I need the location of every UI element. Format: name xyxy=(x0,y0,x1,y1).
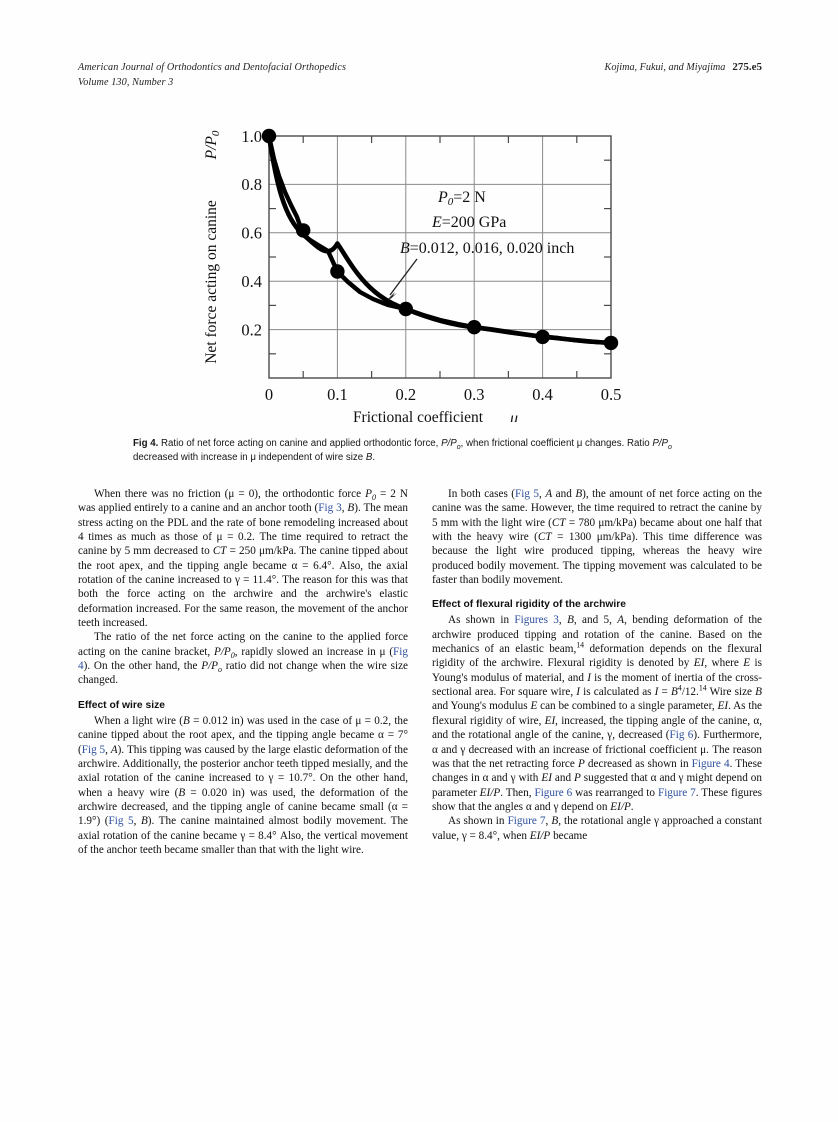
ref-figure7-b[interactable]: Figure 7 xyxy=(507,815,546,828)
right-column xyxy=(432,487,762,857)
right-col-para-2: As shown in Figures 3, B, and 5, A, bending deformation of the archwire produced tipping and rotation of the canine. Based on the mechanics of an elastic beam,$^{14}$ deformation depends on the flexural rigidity of the archwire. Flexural rigidity is denoted by EI, where E is Young's modulus of material, and I is the moment of inertia of the cross-sectional area. For square wire, I is calculated as $I = B^4/12.14$ Wire size B and Young's modulus E can be combined to a single parameter, EI. As the flexural rigidity of wire, EI, increased, the tipping angle of the canine, α, and the rotational angle of the canine, γ, decreased (Fig 6). Furthermore, α and γ decreased with an increase of frictional coefficient μ. The reason was that the net retracting force P decreased as shown in Figure 4. These changes in α and γ with EI and P suggested that α and γ might depend on parameter EI/P. Then, Figure 6 was rearranged to Figure 7. These figures show that the angles α and γ depend on EI/P. xyxy=(432,614,763,813)
chart-y-tick-labels xyxy=(241,127,262,340)
ytick-0.8: 0.8 xyxy=(241,175,262,194)
data-point-1 xyxy=(296,223,310,237)
chart-minor-ticks xyxy=(269,136,611,378)
ref-figure4[interactable]: Figure 4 xyxy=(691,757,730,770)
xtick-0: 0 xyxy=(264,385,274,404)
chart-y-axis-label-symbol: P/P0 xyxy=(203,130,222,160)
running-head-authors-page xyxy=(605,60,762,75)
chart-x-axis-label-symbol: μ xyxy=(509,410,519,422)
figure-4-label: Fig 4. xyxy=(133,438,159,449)
xtick-0.5: 0.5 xyxy=(600,385,622,404)
chart-frame xyxy=(269,136,611,378)
figure-4 xyxy=(78,112,762,422)
page-number: 275.e5 xyxy=(732,61,762,73)
ref-figures3[interactable]: Figures 3 xyxy=(514,614,559,627)
running-head-authors: Kojima, Fukui, and Miyajima xyxy=(604,62,726,73)
annotation-b: B=0.012, 0.016, 0.020 inch xyxy=(400,240,575,257)
ytick-0.4: 0.4 xyxy=(241,272,262,291)
left-col-para-2: The ratio of the net force acting on the canine to the applied force acting on the canine bracket, $P/P_0$, rapidly slowed an increase in μ (Fig 4). On the other hand, the $P/P_o$ ratio did not change when the wire size changed. xyxy=(78,631,409,687)
chart-svg xyxy=(78,112,762,422)
data-point-5 xyxy=(535,330,549,344)
figure-4-caption-text: Ratio of net force acting on canine and applied orthodontic force, $P/P_o$, when frictional coefficient μ changes. Ratio $P/P_o$ decreased with increase in μ independent of wire size B. xyxy=(133,438,672,463)
xtick-0.3: 0.3 xyxy=(463,385,485,404)
ref-fig4[interactable]: Fig 4 xyxy=(78,645,408,673)
data-point-2 xyxy=(330,264,344,278)
ytick-0.6: 0.6 xyxy=(241,223,262,243)
heading-effect-of-flexural-rigidity: Effect of flexural rigidity of the archwire xyxy=(432,599,626,611)
body-columns xyxy=(78,487,762,857)
ref-fig5-a[interactable]: Fig 5 xyxy=(81,743,106,756)
data-point-0 xyxy=(262,129,276,143)
xtick-0.2: 0.2 xyxy=(395,385,417,404)
ref-fig3[interactable]: Fig 3 xyxy=(318,502,342,515)
chart-x-tick-labels xyxy=(265,385,621,404)
chart-grid xyxy=(269,136,611,378)
ytick-0.2: 0.2 xyxy=(241,320,262,340)
journal-volume-line: Volume 130, Number 3 xyxy=(78,77,174,88)
annotation-leader-arrow xyxy=(388,259,418,300)
xtick-0.1: 0.1 xyxy=(327,385,348,404)
figure-4-caption xyxy=(133,437,713,464)
left-column xyxy=(78,487,408,857)
ref-figure7[interactable]: Figure 7 xyxy=(657,786,696,799)
left-col-para-1: When there was no friction (μ = 0), the orthodontic force $P_0 = 2$ N was applied entirely to a canine and an anchor tooth (Fig 3, B). The mean stress acting on the PDL and the rate of bone remodeling increased about 4 times as much as those of μ = 0.2. The time required to retract the canine by 5 mm decreased to CT = 250 μm/kPa. The canine tipped about the root apex, and the tipping angle became α = 6.4°. Also, the axial rotation of the canine increased to γ = 11.4°. The reason for this was that both the force acting on the archwire and the archwire's elastic deformation increased. For the same reason, the movement of the anchor teeth increased. xyxy=(78,488,408,630)
annotation-p0: P0=2 N xyxy=(438,189,486,208)
running-head-journal xyxy=(78,60,346,90)
heading-effect-of-wire-size: Effect of wire size xyxy=(78,699,165,711)
figure-4-image xyxy=(78,112,762,422)
ref-fig5-ab[interactable]: Fig 5 xyxy=(515,488,540,500)
running-head xyxy=(78,60,762,90)
right-col-para-1: In both cases (Fig 5, A and B), the amount of net force acting on the canine was the same. However, the time required to retract the canine by 5 mm with the light wire (CT = 780 μm/kPa) became about one half that with the heavy wire (CT = 1300 μm/kPa). This time difference was because the light wire produced tipping, whereas the heavy wire produced bodily movement. The tipping movement was calculated to be faster than bodily movement. xyxy=(432,488,763,587)
annotation-e: E=200 GPa xyxy=(432,214,507,231)
ref-fig5-b[interactable]: Fig 5 xyxy=(108,815,134,828)
chart-annotations xyxy=(400,189,574,257)
right-col-para-3: As shown in Figure 7, B, the rotational angle γ approached a constant value, γ = 8.4°, when EI/P became xyxy=(432,815,763,842)
ref-fig6[interactable]: Fig 6 xyxy=(669,729,694,742)
data-point-4 xyxy=(467,320,481,334)
journal-title-line: American Journal of Orthodontics and Dentofacial Orthopedics xyxy=(78,62,347,73)
ref-figure6[interactable]: Figure 6 xyxy=(534,786,573,799)
chart-y-axis-label: Net force acting on canine xyxy=(203,200,220,364)
xtick-0.4: 0.4 xyxy=(532,385,553,404)
ytick-1.0: 1.0 xyxy=(241,127,262,146)
data-point-6 xyxy=(604,336,618,350)
chart-x-axis-label: Frictional coefficient xyxy=(352,409,484,422)
left-col-para-3: When a light wire (B = 0.012 in) was used in the case of μ = 0.2, the canine tipped about the root apex, and the tipping angle became α = 7° (Fig 5, A). This tipping was caused by the large elastic deformation of the archwire. Additionally, the posterior anchor teeth tipped mesially, and the axial rotation of the canine increased to γ = 10.7°. On the other hand, when a heavy wire (B = 0.020 in) was used, the deformation of the archwire decreased, and the tipping angle of canine became small (α = 1.9°) (Fig 5, B). The canine maintained almost bodily movement. The axial rotation of the canine became γ = 8.4° Also, the vertical movement of the anchor teeth became smaller than that with the light wire. xyxy=(78,714,409,856)
data-point-3 xyxy=(399,302,413,316)
